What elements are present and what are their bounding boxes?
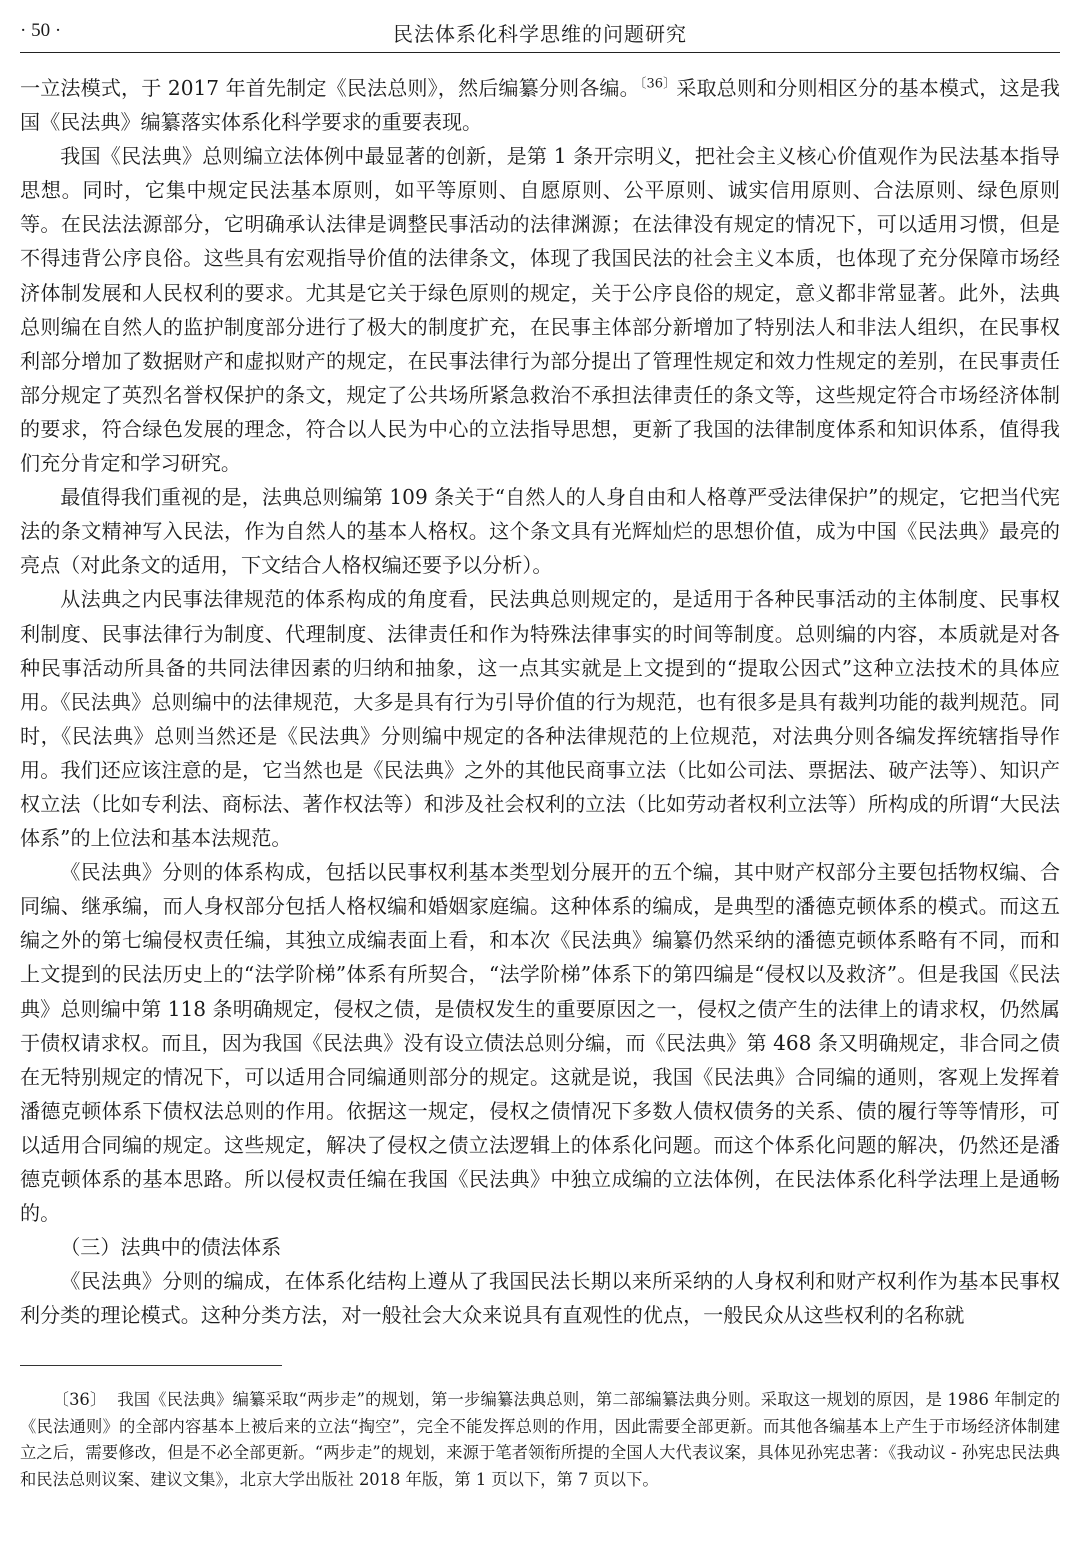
section-heading: （三）法典中的债法体系 <box>60 1235 282 1260</box>
footnote-text: 我国《民法典》编纂采取“两步走”的规划，第一步编纂法典总则，第二部编纂法典分则。采取这一规划的原因，是 1986 年制定的《民法通则》的全部内容基本上被后来的立法“掏空”，完全不能发挥总则的作用，因此需要全部更新。而其他各编基本上产生于市场经济体制建立之后，需要修改，但是不必全部更新。“两步走”的规划，来源于笔者领衔所提的全国人大代表议案，具体见孙宪忠著：《我动议 - 孙宪忠民法典和民法总则议案、建议文集》，北京大学出版社 2018 年版，第 1 页以下，第 7 页以下。 <box>20 1390 1060 1489</box>
paragraph-5: 《民法典》分则的体系构成，包括以民事权利基本类型划分展开的五个编，其中财产权部分主要包括物权编、合同编、继承编，而人身权部分包括人格权编和婚姻家庭编。这种体系的编成，是典型的潘德克顿体系的模式。而这五编之外的第七编侵权责任编，其独立成编表面上看，和本次《民法典》编纂仍然采纳的潘德克顿体系略有不同，而和上文提到的民法历史上的“法学阶梯”体系有所契合，“法学阶梯”体系下的第四编是“侵权以及救济”。但是我国《民法典》总则编中第 118 条明确规定，侵权之债，是债权发生的重要原因之一，侵权之债产生的法律上的请求权，仍然属于债权请求权。而且，因为我国《民法典》没有设立债法总则分编，而《民法典》第 468 条又明确规定，非合同之债在无特别规定的情况下，可以适用合同编通则部分的规定。这就是说，我国《民法典》合同编的通则，客观上发挥着潘德克顿体系下债权法总则的作用。依据这一规定，侵权之债情况下多数人债权债务的关系、债的履行等等情形，可以适用合同编的规定。这些规定，解决了侵权之债立法逻辑上的体系化问题。而这个体系化问题的解决，仍然还是潘德克顿体系的基本思路。所以侵权责任编在我国《民法典》中独立成编的立法体例，在民法体系化科学法理上是通畅的。 <box>20 860 1060 1226</box>
footnote-36 <box>20 1387 1060 1493</box>
footnote-divider <box>20 1365 282 1366</box>
running-title: 民法体系化科学思维的问题研究 <box>393 22 687 46</box>
paragraph-4: 从法典之内民事法律规范的体系构成的角度看，民法典总则规定的，是适用于各种民事活动的主体制度、民事权利制度、民事法律行为制度、代理制度、法律责任和作为特殊法律事实的时间等制度。总则编的内容，本质就是对各种民事活动所具备的共同法律因素的归纳和抽象，这一点其实就是上文提到的“提取公因式”这种立法技术的具体应用。《民法典》总则编中的法律规范，大多是具有行为引导价值的行为规范，也有很多是具有裁判功能的裁判规范。同时，《民法典》总则当然还是《民法典》分则编中规定的各种法律规范的上位规范，对法典分则各编发挥统辖指导作用。我们还应该注意的是，它当然也是《民法典》之外的其他民商事立法（比如公司法、票据法、破产法等）、知识产权立法（比如专利法、商标法、著作权法等）和涉及社会权利的立法（比如劳动者权利立法等）所构成的所谓“大民法体系”的上位法和基本法规范。 <box>20 587 1060 851</box>
footnote-marker: 〔36〕 <box>52 1390 107 1409</box>
paragraph-1: 一立法模式，于 2017 年首先制定《民法总则》，然后编纂分则各编。$^{〔36〕}$采取总则和分则相区分的基本模式，这是我国《民法典》编纂落实体系化科学要求的重要表现。 <box>20 76 1061 135</box>
footnote-ref-36[interactable]: 〔36〕 <box>639 76 677 92</box>
body-text <box>20 71 1060 1332</box>
footnotes <box>20 1387 1060 1493</box>
page-number: · 50 · <box>20 20 62 41</box>
paragraph-6: 《民法典》分则的编成，在体系化结构上遵从了我国民法长期以来所采纳的人身权利和财产权利作为基本民事权利分类的理论模式。这种分类方法，对一般社会大众来说具有直观性的优点，一般民众从这些权利的名称就 <box>20 1269 1060 1328</box>
page-header <box>20 16 1060 53</box>
paragraph-2: 我国《民法典》总则编立法体例中最显著的创新，是第 1 条开宗明义，把社会主义核心价值观作为民法基本指导思想。同时，它集中规定民法基本原则，如平等原则、自愿原则、公平原则、诚实信用原则、合法原则、绿色原则等。在民法法源部分，它明确承认法律是调整民事活动的法律渊源；在法律没有规定的情况下，可以适用习惯，但是不得违背公序良俗。这些具有宏观指导价值的法律条文，体现了我国民法的社会主义本质，也体现了充分保障市场经济体制发展和人民权利的要求。尤其是它关于绿色原则的规定，关于公序良俗的规定，意义都非常显著。此外，法典总则编在自然人的监护制度部分进行了极大的制度扩充，在民事主体部分新增加了特别法人和非法人组织，在民事权利部分增加了数据财产和虚拟财产的规定，在民事法律行为部分提出了管理性规定和效力性规定的差别，在民事责任部分规定了英烈名誉权保护的条文，规定了公共场所紧急救治不承担法律责任的条文等，这些规定符合市场经济体制的要求，符合绿色发展的理念，符合以人民为中心的立法指导思想，更新了我国的法律制度体系和知识体系，值得我们充分肯定和学习研究。 <box>20 144 1060 476</box>
paragraph-3: 最值得我们重视的是，法典总则编第 109 条关于“自然人的人身自由和人格尊严受法律保护”的规定，它把当代宪法的条文精神写入民法，作为自然人的基本人格权。这个条文具有光辉灿烂的思想价值，成为中国《民法典》最亮的亮点（对此条文的适用，下文结合人格权编还要予以分析）。 <box>20 485 1060 578</box>
